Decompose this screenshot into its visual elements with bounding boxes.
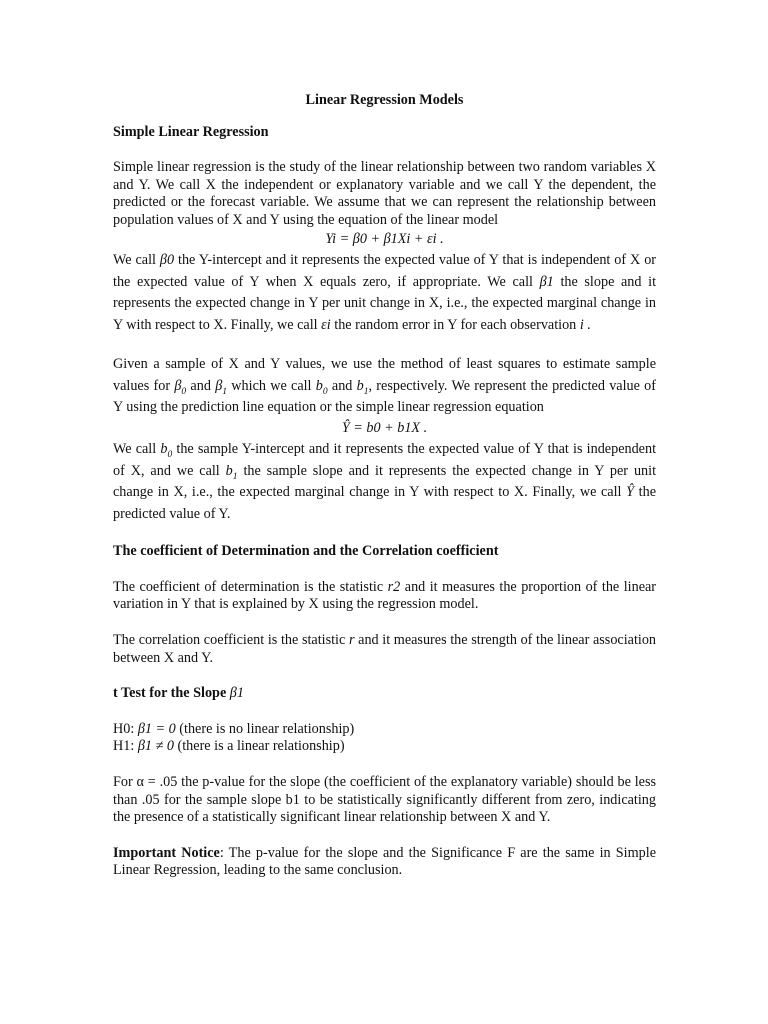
section-heading-simple-linear-regression: Simple Linear Regression (113, 123, 269, 140)
alternative-hypothesis: H1: β1 ≠ 0 (there is a linear relationship) (113, 738, 345, 755)
equation-linear-model: Yi = β0 + β1Xi + εi . (325, 230, 444, 247)
page-title: Linear Regression Models (305, 92, 464, 108)
paragraph-population-parameters: We call β0 the Y-intercept and it represents the expected value of Y that is independent of X or the expected value of Y when X equals zero, if appropriate. We call β1 the slope and it represents the expected change in Y per unit change in X, i.e., the expected marginal change in Y with respect to X. Finally, we call εi the random error in Y for each observation i . (113, 252, 657, 333)
paragraph-p-value-rule: For α = .05 the p-value for the slope (the coefficient of the explanatory variable) should be less than .05 for the sample slope b1 to be statistically significantly different from zero, indicating the presence of a statistically significant linear relationship between X and Y. (113, 774, 656, 826)
document-body (113, 92, 656, 880)
paragraph-least-squares: Given a sample of X and Y values, we use the method of least squares to estimate sample values for $\beta_0$ and $\beta_1$ which we call $b_0$ and $b_1$, respectively. We represent the predicted value of Y using the prediction line equation or the simple linear regression equation (113, 356, 657, 416)
section-heading-determination-correlation: The coefficient of Determination and the Correlation coefficient (113, 543, 499, 560)
null-hypothesis: H0: β1 = 0 (there is no linear relationship) (113, 720, 355, 737)
section-heading-t-test: t Test for the Slope β1 (113, 685, 244, 702)
equation-regression-line: Ŷ = b0 + b1X . (341, 419, 428, 436)
paragraph-correlation-coefficient: The correlation coefficient is the statistic r and it measures the strength of the linear association between X and Y. (113, 632, 657, 666)
paragraph-intro: Simple linear regression is the study of the linear relationship between two random variables X and Y. We call X the independent or explanatory variable and we call Y the dependent, the predicted or the forecast variable. We assume that we can represent the relationship between population values of X and Y using the equation of the linear model (113, 159, 656, 228)
paragraph-important-notice: Important Notice: The p-value for the slope and the Significance F are the same in Simple Linear Regression, leading to the same conclusion. (113, 844, 656, 879)
paragraph-sample-estimates: We call $b_0$ the sample Y-intercept and it represents the expected value of Y that is independent of X, and we call $b_1$ the sample slope and it represents the expected change in Y per unit change in X, i.e., the expected marginal change in Y with respect to X. Finally, we call Ŷ the predicted value of Y. (113, 441, 657, 522)
paragraph-coefficient-of-determination: The coefficient of determination is the statistic r2 and it measures the proportion of the linear variation in Y that is explained by X using the regression model. (113, 578, 657, 613)
